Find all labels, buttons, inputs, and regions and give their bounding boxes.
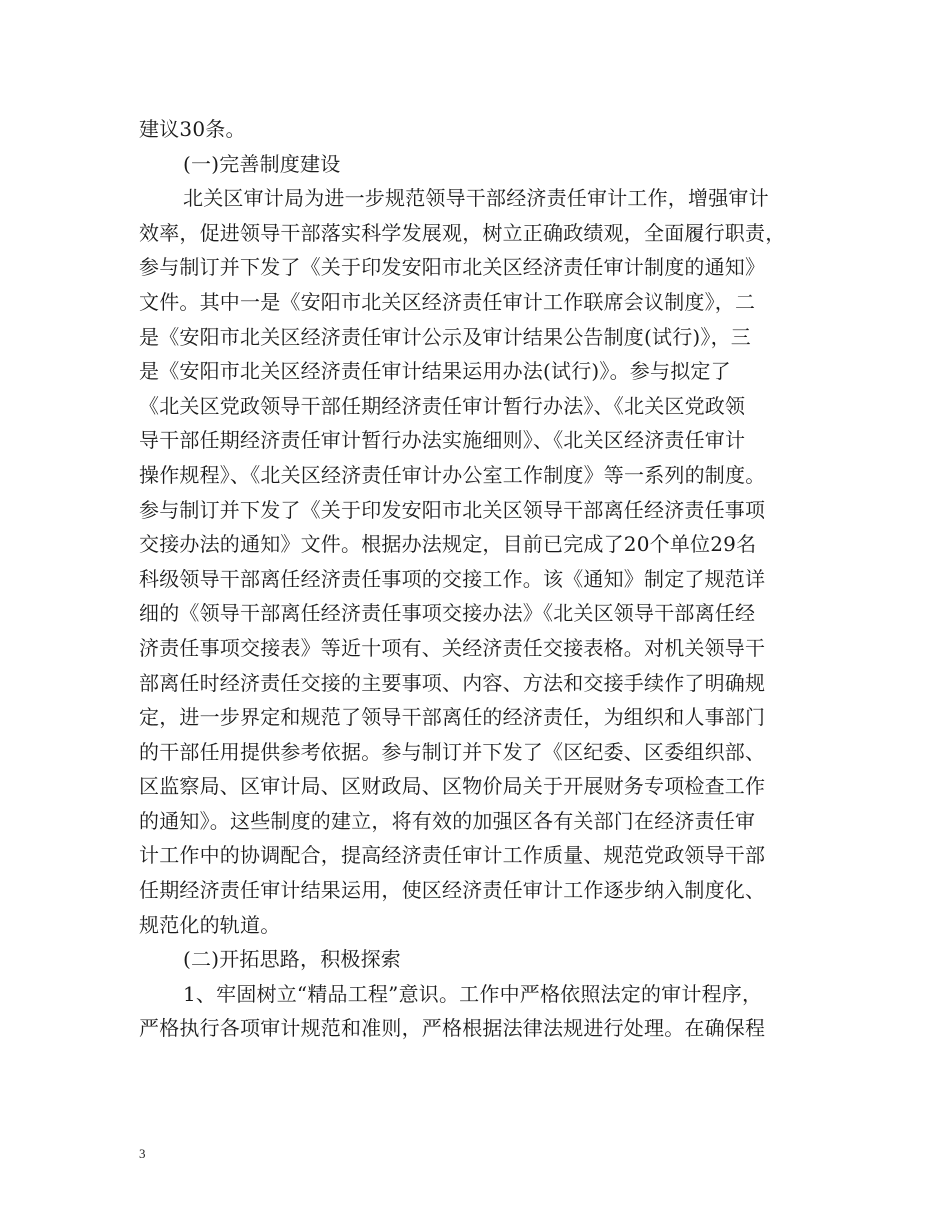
- page-number: 3: [139, 1146, 146, 1161]
- text-line: 是《安阳市北关区经济责任审计公示及审计结果公告制度(试行)》，三: [139, 324, 752, 349]
- text-line: 严格执行各项审计规范和准则，严格根据法律法规进行处理。在确保程: [139, 1016, 766, 1041]
- text-line: 是《安阳市北关区经济责任审计结果运用办法(试行)》。参与拟定了: [139, 359, 731, 384]
- text-line: 1、牢固树立“精品工程”意识。工作中严格依照法定的审计程序，: [183, 981, 763, 1006]
- text-line: 参与制订并下发了《关于印发安阳市北关区经济责任审计制度的通知》: [139, 255, 766, 280]
- text-line: 参与制订并下发了《关于印发安阳市北关区领导干部离任经济责任事项: [139, 497, 766, 522]
- text-line: 交接办法的通知》文件。根据办法规定，目前已完成了20个单位29名: [139, 532, 757, 557]
- text-line: 《北关区党政领导干部任期经济责任审计暂行办法》、《北关区党政领: [139, 393, 746, 418]
- text-line: 操作规程》、《北关区经济责任审计办公室工作制度》等一系列的制度。: [139, 462, 766, 487]
- document-body: [139, 112, 819, 1046]
- text-line: 部离任时经济责任交接的主要事项、内容、方法和交接手续作了明确规: [139, 670, 766, 695]
- text-line: 北关区审计局为进一步规范领导干部经济责任审计工作，增强审计: [183, 186, 769, 211]
- text-line: 定，进一步界定和规范了领导干部离任的经济责任，为组织和人事部门: [139, 705, 766, 730]
- text-line: 科级领导干部离任经济责任事项的交接工作。该《通知》制定了规范详: [139, 566, 766, 591]
- text-line: 文件。其中一是《安阳市北关区经济责任审计工作联席会议制度》，二: [139, 289, 756, 314]
- text-line: 区监察局、区审计局、区财政局、区物价局关于开展财务专项检查工作: [139, 774, 766, 799]
- text-line: 任期经济责任审计结果运用，使区经济责任审计工作逐步纳入制度化、: [139, 878, 766, 903]
- text-line: 效率，促进领导干部落实科学发展观，树立正确政绩观，全面履行职责，: [139, 220, 786, 245]
- text-line: (一)完善制度建设: [183, 151, 341, 176]
- text-line: 细的《领导干部离任经济责任事项交接办法》《北关区领导干部离任经: [139, 601, 756, 626]
- text-line: 规范化的轨道。: [139, 912, 281, 937]
- text-line: (二)开拓思路，积极探索: [183, 947, 402, 972]
- text-line: 的通知》。这些制度的建立，将有效的加强区各有关部门在经济责任审: [139, 808, 756, 833]
- text-line: 计工作中的协调配合，提高经济责任审计工作质量、规范党政领导干部: [139, 843, 766, 868]
- text-line: 的干部任用提供参考依据。参与制订并下发了《区纪委、区委组织部、: [139, 739, 766, 764]
- text-line: 建议30条。: [139, 117, 246, 141]
- text-line: 济责任事项交接表》等近十项有、关经济责任交接表格。对机关领导干: [139, 635, 766, 660]
- text-line: 导干部任期经济责任审计暂行办法实施细则》、《北关区经济责任审计: [139, 428, 746, 453]
